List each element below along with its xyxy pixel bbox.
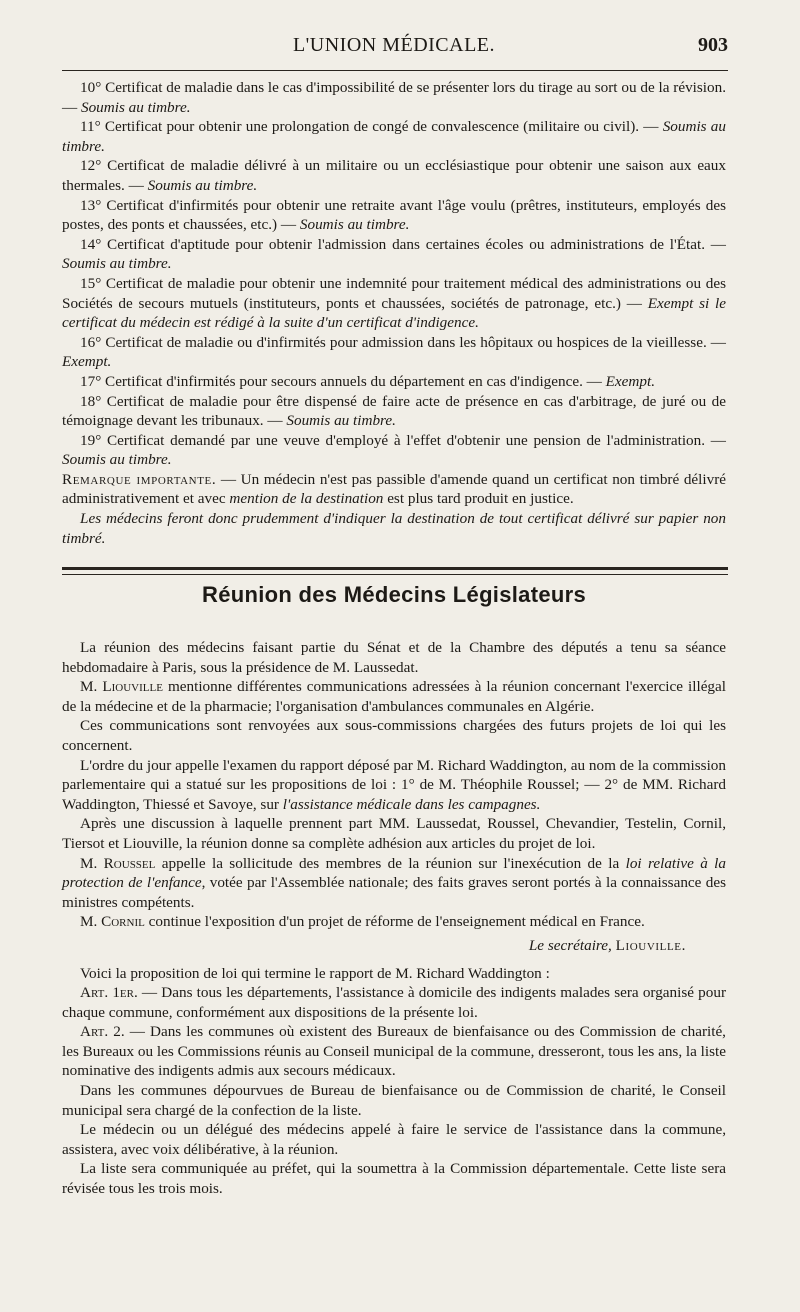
list-item: 10° Certificat de maladie dans le cas d'impossibilité de se présenter lors du tirage au sort ou de la révision. — Soumis au timbre.	[62, 79, 726, 116]
closing-note: Les médecins feront donc prudemment d'indiquer la destination de tout certificat délivré sur papier non timbré.	[62, 510, 726, 547]
list-item: 18° Certificat de maladie pour être dispensé de faire acte de présence en cas d'arbitrage, de juré ou de témoignage devant les tribunaux. — Soumis au timbre.	[62, 392, 726, 430]
list-item: 15° Certificat de maladie pour obtenir une indemnité pour traitement médical des administrations ou des Sociétés de secours mutuels (instituteurs, ponts et chaussées, sociétés de patronage, etc.) — Exempt si le certificat du médecin est rédigé à la suite d'un certificat d'indigence.	[62, 274, 726, 332]
certificate-list	[62, 78, 726, 548]
paragraph: Après une discussion à laquelle prennent part MM. Laussedat, Roussel, Chevandier, Testelin, Cornil, Tiersot et Liouville, la réunion donne sa complète adhésion aux articles du projet de loi.	[62, 815, 726, 852]
list-item: 14° Certificat d'aptitude pour obtenir l'admission dans certaines écoles ou administrations de l'État. — Soumis au timbre.	[62, 235, 726, 273]
section-title: Réunion des Médecins Législateurs	[202, 582, 586, 607]
paragraph: Voici la proposition de loi qui termine le rapport de M. Richard Waddington :	[80, 964, 550, 982]
remark-paragraph: Remarque importante. — Un médecin n'est pas passible d'amende quand un certificat non timbré délivré administrativement et avec mention de la destination est plus tard produit en justice.	[62, 470, 726, 508]
paragraph: Le médecin ou un délégué des médecins appelé à faire le service de l'assistance dans la commune, assistera, avec voix délibérative, à la réunion.	[62, 1121, 726, 1158]
list-item: 17° Certificat d'infirmités pour secours annuels du département en cas d'indigence. — Exempt.	[80, 372, 655, 390]
article-1: Art. 1er. — Dans tous les départements, l'assistance à domicile des indigents malades sera organisé pour chaque commune, conformément aux dispositions de la présente loi.	[62, 984, 726, 1021]
page-number: 903	[698, 34, 728, 56]
paragraph: La réunion des médecins faisant partie du Sénat et de la Chambre des députés a tenu sa séance hebdomadaire à Paris, sous la présidence de M. Laussedat.	[62, 639, 726, 676]
journal-title: L'UNION MÉDICALE.	[292, 34, 496, 56]
paragraph: M. Roussel appelle la sollicitude des membres de la réunion sur l'inexécution de la loi relative à la protection de l'enfance, votée par l'Assemblée nationale; des faits graves seront portés à la connaissance des ministres compétents.	[62, 854, 726, 911]
paragraph: M. Liouville mentionne différentes communications adressées à la réunion concernant l'exercice illégal de la médecine et de la pharmacie; l'organisation d'ambulances communales en Algérie.	[62, 678, 726, 715]
list-item: 11° Certificat pour obtenir une prolongation de congé de convalescence (militaire ou civil). — Soumis au timbre.	[62, 118, 726, 155]
list-item: 12° Certificat de maladie délivré à un militaire ou un ecclésiastique pour obtenir une saison aux eaux thermales. — Soumis au timbre.	[62, 157, 726, 194]
list-item: 13° Certificat d'infirmités pour obtenir une retraite avant l'âge voulu (prêtres, instituteurs, employés des postes, des ponts et chaussées, etc.) — Soumis au timbre.	[62, 196, 726, 234]
paragraph: La liste sera communiquée au préfet, qui la soumettra à la Commission départementale. Cette liste sera révisée tous les trois mois.	[62, 1160, 726, 1198]
remark-lead: Remarque importante.	[62, 470, 217, 488]
article-2: Art. 2. — Dans les communes où existent des Bureaux de bienfaisance ou des Commission de charité, les Bureaux ou les Commissions réunis au Conseil municipal de la commune, dresseront, tous les ans, la liste nominative des indigents admis aux secours médicaux.	[62, 1023, 726, 1080]
paragraph: L'ordre du jour appelle l'examen du rapport déposé par M. Richard Waddington, au nom de la commission parlementaire qui a statué sur les propositions de loi : 1° de M. Théophile Roussel; — 2° de MM. Richard Waddington, Thiessé et Savoye, sur l'assistance médicale dans les campagnes.	[62, 756, 726, 813]
section-separator-thick	[62, 567, 728, 570]
list-item: 19° Certificat demandé par une veuve d'employé à l'effet d'obtenir une pension de l'administration. — Soumis au timbre.	[62, 431, 726, 469]
signature: Le secrétaire, Liouville.	[528, 936, 686, 954]
list-item: 16° Certificat de maladie ou d'infirmités pour admission dans les hôpitaux ou hospices de la vieillesse. — Exempt.	[62, 333, 726, 371]
running-header	[60, 30, 728, 66]
paragraph: Dans les communes dépourvues de Bureau de bienfaisance ou de Commission de charité, le Conseil municipal sera chargé de la confection de la liste.	[62, 1082, 726, 1119]
section-separator-thin	[62, 574, 728, 575]
paragraph: Ces communications sont renvoyées aux sous-commissions chargées des futurs projets de loi qui les concernent.	[62, 717, 726, 754]
header-rule	[62, 70, 728, 71]
article-body	[62, 638, 726, 1199]
paragraph: M. Cornil continue l'exposition d'un projet de réforme de l'enseignement médical en France.	[80, 913, 645, 931]
